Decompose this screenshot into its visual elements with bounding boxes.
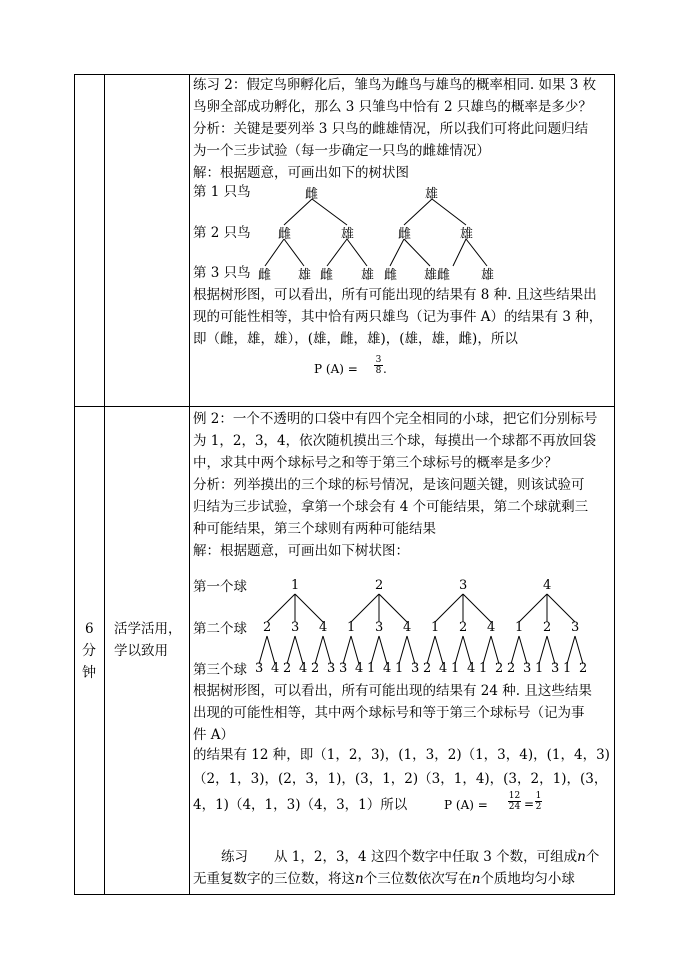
tree-branch	[491, 636, 499, 664]
fraction-denominator: 8	[375, 366, 382, 376]
tree-branch	[351, 636, 359, 664]
time-unit: 钟	[82, 665, 96, 681]
tree-branch	[539, 636, 547, 664]
tree2-level2-node: 2	[263, 620, 272, 635]
tree2-level3-node: 2	[579, 661, 588, 676]
fraction-denominator: 2	[535, 802, 542, 812]
tree-branch	[435, 594, 463, 622]
tree-branch	[315, 636, 323, 664]
tree2-level3-node: 4	[383, 661, 392, 676]
section1-after-line: 根据树形图，可以看出，所有可能出现的结果有 8 种. 且这些结果出	[193, 287, 597, 303]
variable-n: n	[355, 871, 364, 887]
tree2-level3-node: 1	[535, 661, 544, 676]
tree2-level2-node: 3	[375, 620, 384, 635]
tree1-level3-node: 雄	[481, 268, 495, 283]
tree-branch	[267, 636, 275, 664]
tree2-level3-node: 2	[423, 661, 432, 676]
tree-branch	[287, 636, 295, 664]
tree2-level3-node: 3	[339, 661, 348, 676]
tree2-level2-node: 4	[319, 620, 328, 635]
tree1-level-label: 第 2 只鸟	[193, 225, 251, 241]
tree1-root-female: 雌	[305, 187, 319, 202]
tree-branch	[519, 636, 527, 664]
tree-branch	[371, 636, 379, 664]
tree2-level3-node: 1	[395, 661, 404, 676]
formula-equals: =	[524, 797, 535, 811]
tree2-level3-node: 2	[507, 661, 516, 676]
exercise-text: 个	[585, 849, 600, 865]
tree-branch	[351, 594, 379, 622]
section1-line: 为一个三步试验（每一步确定一只鸟的雌雄情况）	[193, 143, 490, 159]
tree-branch	[379, 636, 387, 664]
tree2-level3-node: 2	[283, 661, 292, 676]
tree1-level-label: 第 3 只鸟	[193, 265, 251, 281]
activity-label: 活学活用，	[114, 621, 182, 637]
tree2-level2-node: 2	[543, 620, 552, 635]
activity-label: 学以致用	[114, 643, 168, 659]
tree2-level2-node: 1	[347, 620, 356, 635]
exercise-label: 练习	[221, 849, 248, 865]
tree-branch	[463, 594, 491, 622]
tree2-level3-node: 3	[411, 661, 420, 676]
tree2-level2-node: 3	[291, 620, 300, 635]
tree2-level-label: 第三个球	[193, 662, 247, 678]
tree2-level3-node: 1	[563, 661, 572, 676]
section2-line: 归结为三步试验，拿第一个球会有 4 个可能结果，第二个球就剩三	[193, 499, 589, 515]
exercise-text: 从 1，2，3，4 这四个数字中任取 3 个数，可组成	[274, 849, 578, 865]
tree-branch	[547, 594, 575, 622]
tree1-level3-node: 雌	[320, 268, 334, 283]
tree1-level2-node: 雄	[460, 227, 474, 242]
section2-line: 分析：列举摸出的三个球的标号情况，是该问题关键，则该试验可	[193, 477, 585, 493]
section1-after-line: 即（雌，雄，雄），(雄，雌，雄)，(雄，雄，雌)，所以	[193, 331, 518, 347]
section2-line: 解：根据题意，可画出如下树状图：	[193, 543, 409, 559]
tree1-level3-node: 雄	[361, 268, 375, 283]
section2-after-line: 件 A）	[193, 727, 235, 743]
tree1-level2-node: 雄	[341, 227, 355, 242]
tree2-root-node: 3	[459, 578, 468, 593]
tree-branch	[343, 636, 351, 664]
tree2-level3-node: 3	[255, 661, 264, 676]
fraction-numerator: 12	[508, 791, 521, 801]
tree2-level3-node: 4	[439, 661, 448, 676]
variable-n: n	[577, 849, 586, 865]
tree-branch	[455, 636, 463, 664]
tree2-level3-node: 1	[451, 661, 460, 676]
tree2-level3-node: 4	[355, 661, 364, 676]
section1-after-line: 现的可能性相等，其中恰有两只雄鸟（记为事件 A）的结果有 3 种，	[193, 309, 603, 325]
section1-line: 练习 2：假定鸟卵孵化后，雏鸟为雌鸟与雄鸟的概率相同. 如果 3 枚	[193, 77, 597, 93]
tree1-level3-node: 雌	[258, 268, 272, 283]
exercise-text: 无重复数字的三位数，将这	[193, 871, 355, 887]
tree-branch	[511, 636, 519, 664]
tree2-root-node: 4	[543, 578, 552, 593]
tree-branch	[435, 636, 443, 664]
section2-line: 为 1，2，3，4，依次随机摸出三个球，每摸出一个球都不再放回袋	[193, 433, 597, 449]
tree1-level2-node: 雌	[398, 227, 412, 242]
tree-branch	[295, 594, 323, 622]
tree-branch	[323, 636, 331, 664]
variable-n: n	[471, 871, 481, 887]
tree2-level2-node: 2	[459, 620, 468, 635]
tree1-level3-node: 雄	[298, 268, 312, 283]
section2-line: 例 2：一个不透明的口袋中有四个完全相同的小球，把它们分别标号	[193, 411, 598, 427]
tree2-level3-node: 4	[467, 661, 476, 676]
time-unit: 分	[82, 643, 96, 659]
tree2-level3-node: 3	[551, 661, 560, 676]
section2-line: 中，求其中两个球标号之和等于第三个球标号的概率是多少？	[193, 455, 558, 471]
tree2-root-node: 2	[375, 578, 384, 593]
tree-branch	[379, 594, 407, 622]
tree1-branches	[265, 199, 487, 266]
section2-after-line: （2，1，3)，(2，3，1)，(3，1，2)（3，1，4)，(3，2，1)，(3，	[193, 771, 608, 787]
tree2-level3-node: 1	[479, 661, 488, 676]
tree1-level3-node: 雄雌	[424, 268, 451, 283]
tree2-level2-node: 3	[571, 620, 580, 635]
section2-after-line: 的结果有 12 种，即（1，2，3)，(1，3，2)（1，3，4)，(1，4，3)	[193, 747, 610, 763]
tree2-level3-node: 4	[271, 661, 280, 676]
tree-branch	[295, 636, 303, 664]
tree-branch	[267, 594, 295, 622]
tree2-level2-node: 4	[403, 620, 412, 635]
exercise-text: 个质地均匀小球	[480, 871, 575, 887]
tree1-level-label: 第 1 只鸟	[193, 184, 251, 200]
tree2-level3-node: 1	[367, 661, 376, 676]
tree2-level3-node: 3	[327, 661, 336, 676]
tree-branch	[407, 636, 415, 664]
tree1-level3-node: 雌	[384, 268, 398, 283]
tree2-level3-node: 3	[523, 661, 532, 676]
tree2-level2-node: 1	[431, 620, 440, 635]
section2-after-line: 根据树形图，可以看出，所有可能出现的结果有 24 种. 且这些结果	[193, 683, 592, 699]
section1-line: 鸟卵全部成功孵化，那么 3 只雏鸟中恰有 2 只雄鸟的概率是多少？	[193, 99, 592, 115]
tree2-level3-node: 4	[299, 661, 308, 676]
section1-formula: P (A) =	[314, 362, 358, 376]
tree-branch	[259, 636, 267, 664]
tree2-level-label: 第二个球	[193, 621, 247, 637]
tree2-level2-node: 1	[515, 620, 524, 635]
tree-branch	[567, 636, 575, 664]
tree-branch	[427, 636, 435, 664]
fraction-numerator: 1	[535, 791, 542, 801]
fraction-denominator: 24	[508, 802, 521, 812]
section1-line: 解：根据题意，可画出如下的树状图	[193, 165, 409, 181]
section2-formula: P (A) =	[444, 798, 488, 812]
tree2-level3-node: 2	[495, 661, 504, 676]
tree2-level-label: 第一个球	[193, 579, 247, 595]
fraction-numerator: 3	[375, 355, 382, 365]
tree1-root-male: 雄	[425, 187, 439, 202]
section1-line: 分析：关键是要列举 3 只鸟的雌雄情况，所以我们可将此问题归结	[193, 121, 589, 137]
section2-after-line: 出现的可能性相等，其中两个球标号和等于第三个球标号（记为事	[193, 705, 585, 721]
tree2-level3-node: 2	[311, 661, 320, 676]
tree-branch	[463, 636, 471, 664]
section2-after-line: 4，1)（4，1，3)（4，3，1）所以	[193, 797, 408, 813]
section2-line: 种可能结果，第三个球则有两种可能结果	[193, 521, 436, 537]
time-value: 6	[85, 621, 94, 637]
tree-branch	[547, 636, 555, 664]
tree-branch	[399, 636, 407, 664]
exercise-text: 个三位数依次写在	[363, 871, 472, 887]
formula-period: .	[383, 362, 387, 376]
tree2-level2-node: 4	[487, 620, 496, 635]
tree-branch	[519, 594, 547, 622]
tree1-level2-node: 雌	[278, 227, 292, 242]
tree2-branches	[259, 594, 583, 664]
tree2-root-node: 1	[291, 578, 300, 593]
tree-branch	[483, 636, 491, 664]
tree-branch	[575, 636, 583, 664]
